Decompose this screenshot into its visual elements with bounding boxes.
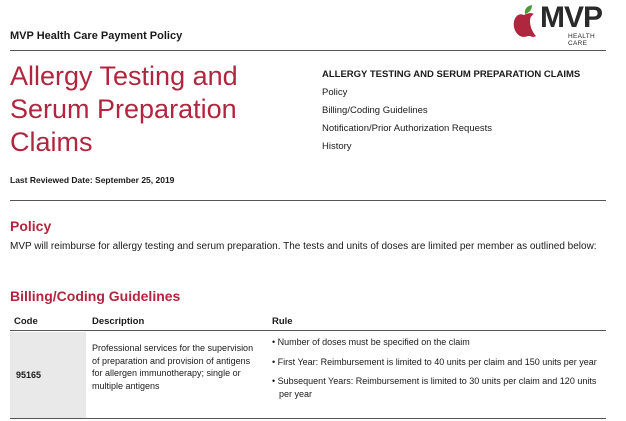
table-of-contents	[322, 66, 580, 156]
logo-wordmark: MVP	[540, 1, 603, 34]
rule-item: • Subsequent Years: Reimbursement is limited to 30 units per claim and 120 units per year	[272, 376, 597, 399]
toc-link-billing[interactable]: Billing/Coding Guidelines	[322, 105, 428, 116]
toc-link-history[interactable]: History	[322, 141, 352, 152]
toc-link-notification[interactable]: Notification/Prior Authorization Requests	[322, 123, 493, 134]
table-header-rule	[10, 330, 606, 331]
toc-link-policy[interactable]: Policy	[322, 87, 348, 98]
table-cell-rules	[272, 336, 606, 407]
toc-heading: ALLERGY TESTING AND SERUM PREPARATION CLAIMS	[322, 69, 581, 80]
last-reviewed-date: Last Reviewed Date: September 25, 2019	[10, 175, 175, 185]
rule-item: • Number of doses must be specified on the claim	[272, 337, 470, 347]
header-divider	[10, 50, 606, 51]
mvp-logo	[512, 1, 616, 45]
table-cell-code: 95165	[16, 370, 42, 380]
billing-heading: Billing/Coding Guidelines	[10, 288, 181, 304]
table-cell-description: Professional services for the supervision of preparation and provision of antigens for allergen immunotherapy; single or multiple antigens	[92, 343, 254, 391]
column-header-rule: Rule	[272, 316, 293, 327]
page-title: Allergy Testing and Serum Preparation Claims	[10, 61, 238, 157]
apple-logo-icon	[512, 5, 542, 39]
policy-header: MVP Health Care Payment Policy	[10, 30, 183, 42]
logo-subtext: HEALTH CARE	[568, 33, 595, 47]
rule-item: • First Year: Reimbursement is limited to 40 units per claim and 150 units per year	[272, 356, 597, 367]
column-header-code: Code	[14, 316, 38, 327]
section-divider	[10, 200, 606, 201]
policy-text: MVP will reimburse for allergy testing and serum preparation. The tests and units of doses are limited per member as outlined below:	[10, 241, 597, 252]
column-header-description: Description	[92, 316, 145, 327]
policy-heading: Policy	[10, 218, 52, 234]
table-bottom-rule	[10, 418, 606, 419]
table-header	[10, 316, 606, 330]
